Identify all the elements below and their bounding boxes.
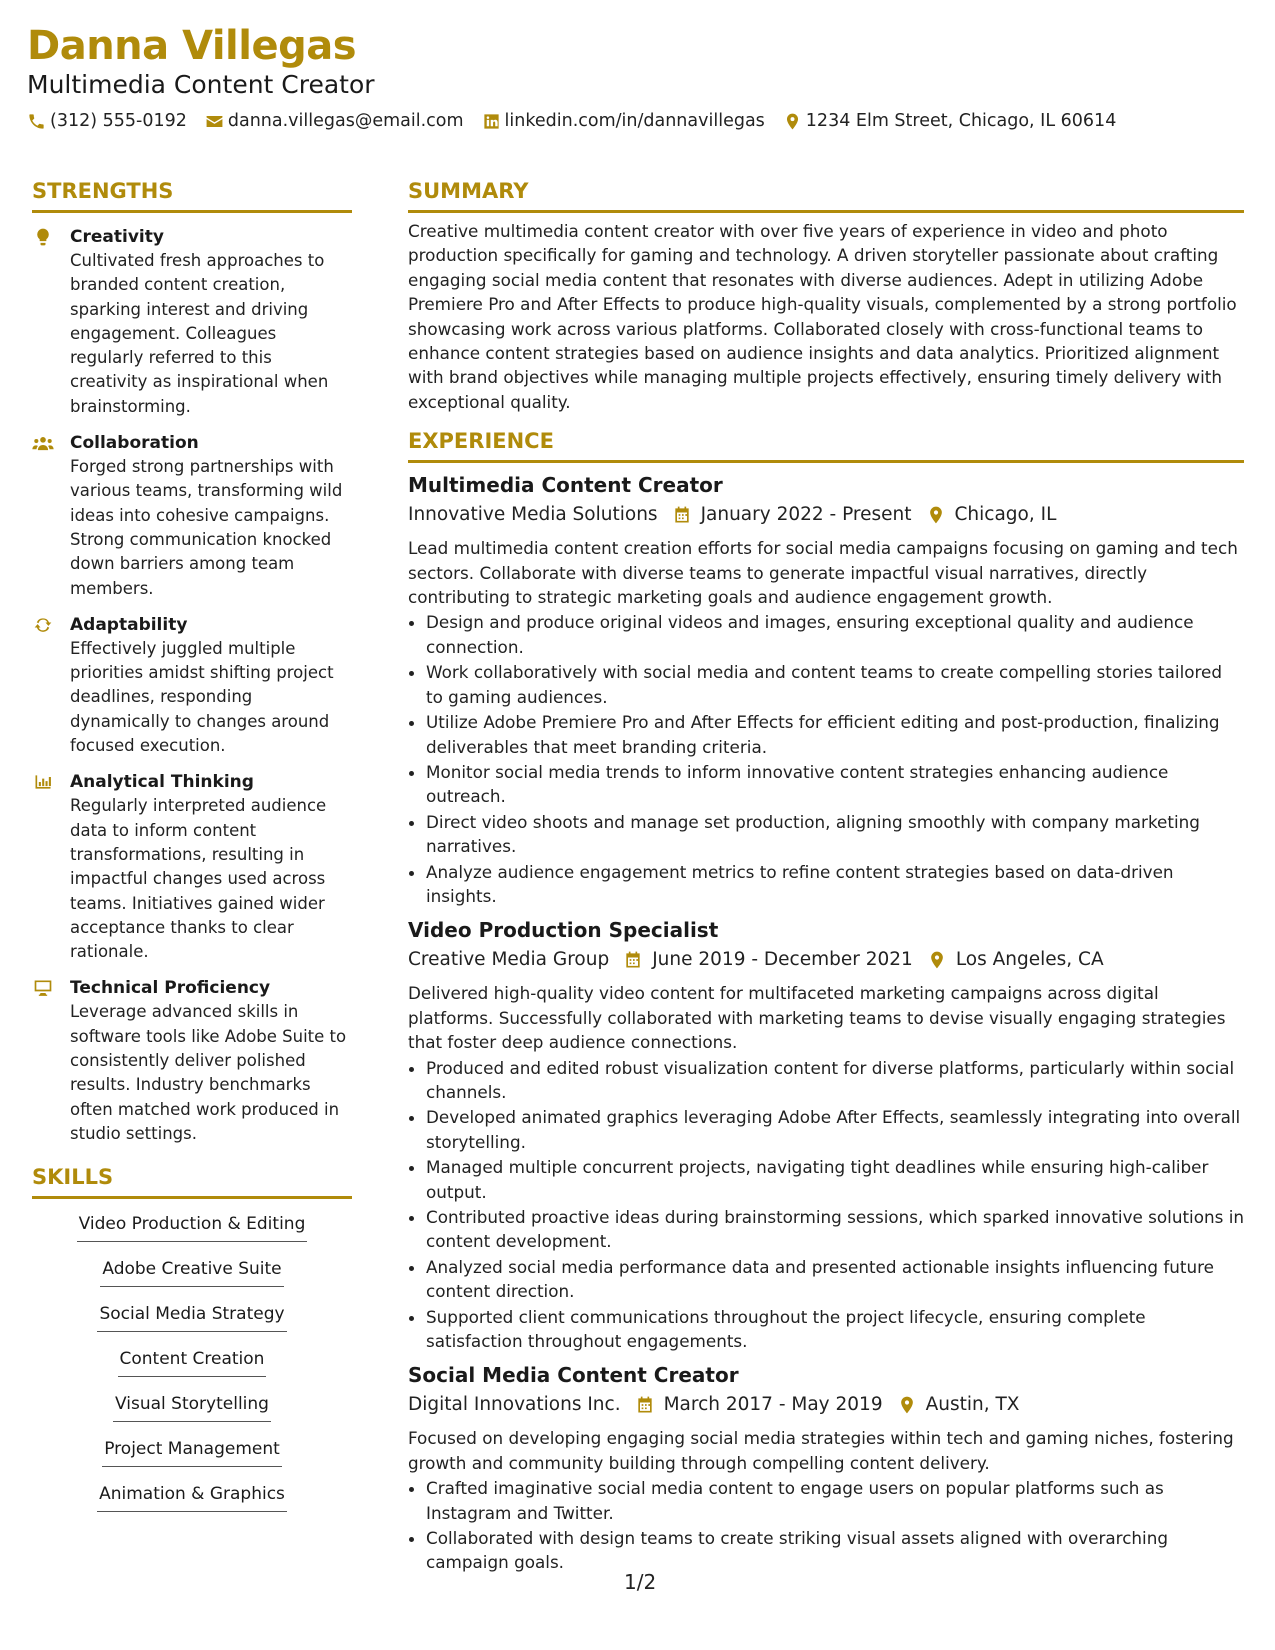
bullet-item: • Utilize Adobe Premiere Pro and After Effects for efficient editing and post-production, finalizing deliverables that meet branding criteria. <box>426 710 1244 759</box>
skill-tag: Social Media Strategy <box>97 1301 286 1332</box>
job-title: Video Production Specialist <box>408 918 719 943</box>
job-location: Austin, TX <box>925 1394 1020 1416</box>
bullet-item: • Crafted imaginative social media content to engage users on popular platforms such as Instagram and Twitter. <box>426 1476 1244 1525</box>
bar-chart-icon <box>32 772 54 792</box>
bullet-item: • Collaborated with design teams to create striking visual assets aligned with overarching campaign goals. <box>426 1526 1244 1575</box>
phone-text: (312) 555-0192 <box>50 111 187 131</box>
map-pin-icon <box>783 112 802 131</box>
lightbulb-icon <box>32 227 54 247</box>
map-pin-icon <box>926 505 946 525</box>
job-title: Multimedia Content Creator <box>408 473 723 498</box>
bullet-item: • Work collaboratively with social media and content teams to create compelling stories tailored to gaming audiences. <box>426 660 1244 709</box>
bullet-item: • Supported client communications throughout the project lifecycle, ensuring complete satisfaction throughout engagements. <box>426 1305 1244 1354</box>
calendar-icon <box>635 1395 655 1415</box>
strength-title: Analytical Thinking <box>70 772 254 793</box>
strengths-heading: STRENGTHS <box>32 178 352 213</box>
strength-title: Adaptability <box>70 614 188 635</box>
candidate-title: Multimedia Content Creator <box>27 70 375 99</box>
job-meta <box>408 501 1244 529</box>
contact-linkedin[interactable] <box>482 111 765 131</box>
strength-item <box>32 770 352 964</box>
job-title: Social Media Content Creator <box>408 1363 739 1388</box>
resume-header <box>27 20 1247 131</box>
job-company: Digital Innovations Inc. <box>408 1394 621 1416</box>
linkedin-icon <box>482 112 501 131</box>
bullet-item: • Developed animated graphics leveraging Adobe After Effects, seamlessly integrating into overall storytelling. <box>426 1105 1244 1154</box>
job-dates: June 2019 - December 2021 <box>652 949 913 971</box>
strength-item <box>32 976 352 1146</box>
contact-phone <box>27 111 187 131</box>
page-number: 1/2 <box>624 1570 657 1594</box>
bullet-item: • Analyzed social media performance data and presented actionable insights influencing future content direction. <box>426 1255 1244 1304</box>
strength-item <box>32 225 352 419</box>
bullet-item: • Managed multiple concurrent projects, navigating tight deadlines while ensuring high-caliber output. <box>426 1155 1244 1204</box>
strength-title: Technical Proficiency <box>70 978 271 999</box>
users-icon <box>32 433 54 453</box>
summary-text: Creative multimedia content creator with over five years of experience in video and photo production specifically for gaming and technology. A driven storyteller passionate about crafting engaging social media content that resonates with diverse audiences. Adept in utilizing Adobe Premiere Pro and After Effects to produce high-quality visuals, complemented by a strong portfolio showcasing work across various platforms. Collaborated closely with cross-functional teams to enhance content strategies based on audience insights and data analytics. Prioritized alignment with brand objectives while managing multiple projects effectively, ensuring timely delivery with exceptional quality. <box>408 221 1237 412</box>
bullet-item: • Contributed proactive ideas during brainstorming sessions, which sparked innovative solutions in content development. <box>426 1205 1244 1254</box>
job-dates: January 2022 - Present <box>700 504 912 526</box>
skill-tag: Content Creation <box>118 1346 267 1377</box>
job-dates: March 2017 - May 2019 <box>663 1394 883 1416</box>
job-bullets <box>408 1056 1244 1354</box>
phone-icon <box>27 112 46 131</box>
job-entry <box>408 471 1244 908</box>
skill-tag: Adobe Creative Suite <box>100 1256 283 1287</box>
contact-email[interactable] <box>205 111 464 131</box>
email-text[interactable]: danna.villegas@email.com <box>227 111 464 131</box>
bullet-item: • Direct video shoots and manage set production, aligning smoothly with company marketing narratives. <box>426 810 1244 859</box>
strength-desc: Leverage advanced skills in software tools like Adobe Suite to consistently deliver polished results. Industry benchmarks often matched work produced in studio settings. <box>70 1002 347 1143</box>
contact-address <box>783 111 1117 131</box>
strength-item <box>32 431 352 601</box>
job-description: Lead multimedia content creation efforts for social media campaigns focusing on gaming and tech sectors. Collaborate with diverse teams to generate impactful visual narratives, directly contributing to strategic marketing goals and audience engagement growth. <box>408 538 1238 608</box>
job-entry <box>408 1361 1244 1574</box>
strength-item <box>32 613 352 758</box>
strength-desc: Forged strong partnerships with various teams, transforming wild ideas into cohesive campaigns. Strong communication knocked down barriers among team members. <box>70 457 343 598</box>
job-company: Creative Media Group <box>408 949 610 971</box>
linkedin-text[interactable]: linkedin.com/in/dannavillegas <box>504 111 765 131</box>
experience-heading: EXPERIENCE <box>408 428 1244 463</box>
strength-title: Collaboration <box>70 433 199 454</box>
job-company: Innovative Media Solutions <box>408 504 658 526</box>
map-pin-icon <box>897 1395 917 1415</box>
skill-tag: Project Management <box>102 1436 282 1467</box>
address-text: 1234 Elm Street, Chicago, IL 60614 <box>805 111 1117 131</box>
strength-desc: Regularly interpreted audience data to inform content transformations, resulting in impactful changes used across teams. Initiatives gained wider acceptance thanks to clear rationale. <box>70 796 327 962</box>
refresh-icon <box>32 615 54 635</box>
summary-heading: SUMMARY <box>408 178 1244 213</box>
skills-heading: SKILLS <box>32 1164 352 1199</box>
job-description: Delivered high-quality video content for multifaceted marketing campaigns across digital platforms. Successfully collaborated with marketing teams to devise visually engaging strategies that foster deep audience connections. <box>408 983 1226 1053</box>
map-pin-icon <box>927 950 947 970</box>
calendar-icon <box>623 950 643 970</box>
skill-tag: Visual Storytelling <box>113 1391 271 1422</box>
strength-title: Creativity <box>70 227 164 247</box>
right-column <box>408 178 1244 1576</box>
job-bullets <box>408 1476 1244 1575</box>
job-location: Chicago, IL <box>954 504 1057 526</box>
skills-section <box>32 1164 352 1526</box>
bullet-item: • Analyze audience engagement metrics to refine content strategies based on data-driven insights. <box>426 860 1244 909</box>
skill-tag: Video Production & Editing <box>77 1211 308 1242</box>
strength-desc: Cultivated fresh approaches to branded content creation, sparking interest and driving engagement. Colleagues regularly referred to this creativity as inspirational when brainstorming. <box>70 251 329 416</box>
bullet-item: • Monitor social media trends to inform innovative content strategies enhancing audience outreach. <box>426 760 1244 809</box>
job-meta <box>408 1391 1244 1419</box>
bullet-item: • Design and produce original videos and images, ensuring exceptional quality and audience connection. <box>426 610 1244 659</box>
bullet-item: • Produced and edited robust visualization content for diverse platforms, particularly within social channels. <box>426 1056 1244 1105</box>
job-location: Los Angeles, CA <box>955 949 1104 971</box>
left-column <box>32 178 352 1526</box>
strength-desc: Effectively juggled multiple priorities amidst shifting project deadlines, responding dynamically to changes around focused execution. <box>70 638 334 756</box>
envelope-icon <box>205 112 224 131</box>
calendar-icon <box>672 505 692 525</box>
job-bullets <box>408 610 1244 908</box>
job-description: Focused on developing engaging social media strategies within tech and gaming niches, fostering growth and community building through compelling content delivery. <box>408 1428 1234 1473</box>
job-meta <box>408 946 1244 974</box>
skills-list <box>32 1211 352 1526</box>
desktop-icon <box>32 978 54 998</box>
contact-bar <box>27 111 1247 131</box>
candidate-name: Danna Villegas <box>27 23 357 69</box>
job-entry <box>408 916 1244 1353</box>
skill-tag: Animation & Graphics <box>97 1481 287 1512</box>
